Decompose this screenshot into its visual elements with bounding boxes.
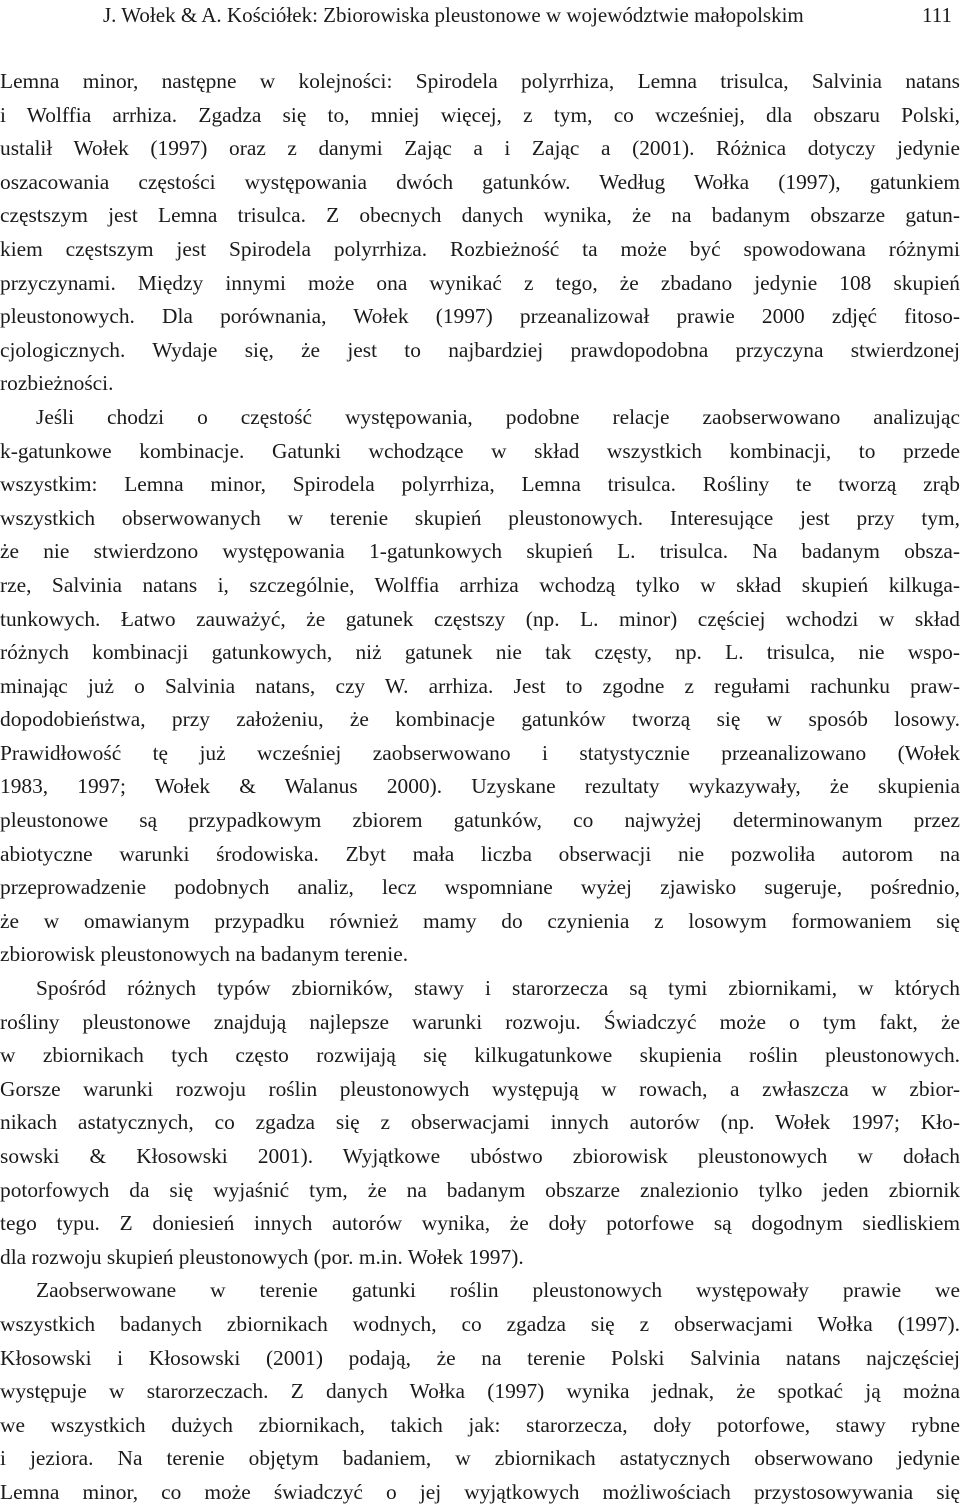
text-line: k-gatunkowe kombinacje. Gatunki wchodzące w skład wszystkich kombinacji, to przede <box>0 438 960 463</box>
text-line: zbiorowisk pleustonowych na badanym terenie. <box>0 942 409 967</box>
text-line: potorfowych da się wyjaśnić tym, że na badanym obszarze znalezionio tylko jeden zbiornik <box>0 1177 960 1202</box>
text-line: Spośród różnych typów zbiorników, stawy i starorzecza są tymi zbiornikami, w których <box>36 976 960 1001</box>
text-line: rozbieżności. <box>0 371 114 396</box>
text-line: wszystkim: Lemna minor, Spirodela polyrrhiza, Lemna trisulca. Rośliny te tworzą zrąb <box>0 472 960 497</box>
text-line: minając już o Salvinia natans, czy W. arrhiza. Jest to zgodne z regułami rachunku praw- <box>0 673 960 698</box>
running-header <box>0 0 960 30</box>
text-line: rze, Salvinia natans i, szczególnie, Wolffia arrhiza wchodzą tylko w skład skupień kilkuga- <box>0 572 960 597</box>
body-text <box>0 65 960 1510</box>
text-line: że nie stwierdzono występowania 1-gatunkowych skupień L. trisulca. Na badanym obsza- <box>0 539 960 564</box>
text-line: rośliny pleustonowe znajdują najlepsze warunki rozwoju. Świadczyć może o tym fakt, że <box>0 1009 960 1034</box>
text-line: tego typu. Z doniesień innych autorów wynika, że doły potorfowe są dogodnym siedliskiem <box>0 1211 960 1236</box>
text-line: sowski & Kłosowski 2001). Wyjątkowe ubóstwo zbiorowisk pleustonowych w dołach <box>0 1144 960 1168</box>
page-number: 111 <box>922 3 952 27</box>
text-line: pleustonowe są przypadkowym zbiorem gatunków, co najwyżej determinowanym przez <box>0 808 960 833</box>
text-line: przeprowadzenie podobnych analiz, lecz wspomniane wyżej zjawisko sugeruje, pośrednio, <box>0 875 960 900</box>
text-line: pleustonowych. Dla porównania, Wołek (1997) przeanalizował prawie 2000 zdjęć fitoso- <box>0 304 960 329</box>
text-line: występuje w starorzeczach. Z danych Wołka (1997) wynika jednak, że spotkać ją można <box>0 1379 960 1404</box>
text-line: Lemna minor, co może świadczyć o jej wyjątkowych możliwościach przystosowywania się <box>0 1479 960 1504</box>
text-line: oszacowania częstości występowania dwóch gatunków. Według Wołka (1997), gatunkiem <box>0 169 960 194</box>
text-line: w zbiornikach tych często rozwijają się kilkugatunkowe skupienia roślin pleustonowych. <box>0 1043 960 1068</box>
text-line: i jeziora. Na terenie objętym badaniem, w zbiornikach astatycznych obserwowano jedynie <box>0 1446 960 1471</box>
text-line: Kłosowski i Kłosowski (2001) podają, że na terenie Polski Salvinia natans najczęściej <box>0 1345 960 1370</box>
text-line: wszystkich badanych zbiornikach wodnych, co zgadza się z obserwacjami Wołka (1997). <box>0 1311 960 1336</box>
text-line: dopodobieństwa, przy założeniu, że kombinacje gatunków tworzą się w sposób losowy. <box>0 707 960 732</box>
text-line: i Wolffia arrhiza. Zgadza się to, mniej więcej, z tym, co wcześniej, dla obszaru Polski, <box>0 102 960 127</box>
text-line: nikach astatycznych, co zgadza się z obserwacjami innych autorów (np. Wołek 1997; Kło- <box>0 1110 960 1135</box>
text-line: Lemna minor, następne w kolejności: Spirodela polyrrhiza, Lemna trisulca, Salvinia natans <box>0 69 960 93</box>
text-line: różnych kombinacji gatunkowych, niż gatunek nie tak częsty, np. L. trisulca, nie wspo- <box>0 640 960 665</box>
text-line: cjologicznych. Wydaje się, że jest to najbardziej prawdopodobna przyczyna stwierdzonej <box>0 337 960 362</box>
text-line: przyczynami. Między innymi może ona wynikać z tego, że zbadano jedynie 108 skupień <box>0 270 960 295</box>
running-title: J. Wołek & A. Kościółek: Zbiorowiska pleustonowe w województwie małopolskim <box>103 3 804 27</box>
text-line: Gorsze warunki rozwoju roślin pleustonowych występują w rowach, a zwłaszcza w zbior- <box>0 1076 960 1101</box>
text-line: Prawidłowość tę już wcześniej zaobserwowano i statystycznie przeanalizowano (Wołek <box>0 740 960 765</box>
text-line: 1983, 1997; Wołek & Walanus 2000). Uzyskane rezultaty wykazywały, że skupienia <box>0 774 960 799</box>
text-line: abiotyczne warunki środowiska. Zbyt mała liczba obserwacji nie pozwoliła autorom na <box>0 841 960 866</box>
text-line: że w omawianym przypadku również mamy do czynienia z losowym formowaniem się <box>0 908 960 933</box>
text-line: Zaobserwowane w terenie gatunki roślin pleustonowych występowały prawie we <box>36 1278 960 1303</box>
text-line: dla rozwoju skupień pleustonowych (por. m.in. Wołek 1997). <box>0 1244 524 1269</box>
text-line: tunkowych. Łatwo zauważyć, że gatunek częstszy (np. L. minor) częściej wchodzi w skład <box>0 606 960 631</box>
text-line: we wszystkich dużych zbiornikach, takich jak: starorzecza, doły potorfowe, stawy rybne <box>0 1412 960 1437</box>
text-line: Jeśli chodzi o częstość występowania, podobne relacje zaobserwowano analizując <box>36 404 960 429</box>
text-line: ustalił Wołek (1997) oraz z danymi Zając a i Zając a (2001). Różnica dotyczy jedynie <box>0 136 960 161</box>
text-line: wszystkich obserwowanych w terenie skupień pleustonowych. Interesujące jest przy tym, <box>0 505 960 530</box>
text-line: kiem częstszym jest Spirodela polyrrhiza. Rozbieżność ta może być spowodowana różnymi <box>0 236 960 261</box>
text-line: częstszym jest Lemna trisulca. Z obecnych danych wynika, że na badanym obszarze gatun- <box>0 203 960 228</box>
